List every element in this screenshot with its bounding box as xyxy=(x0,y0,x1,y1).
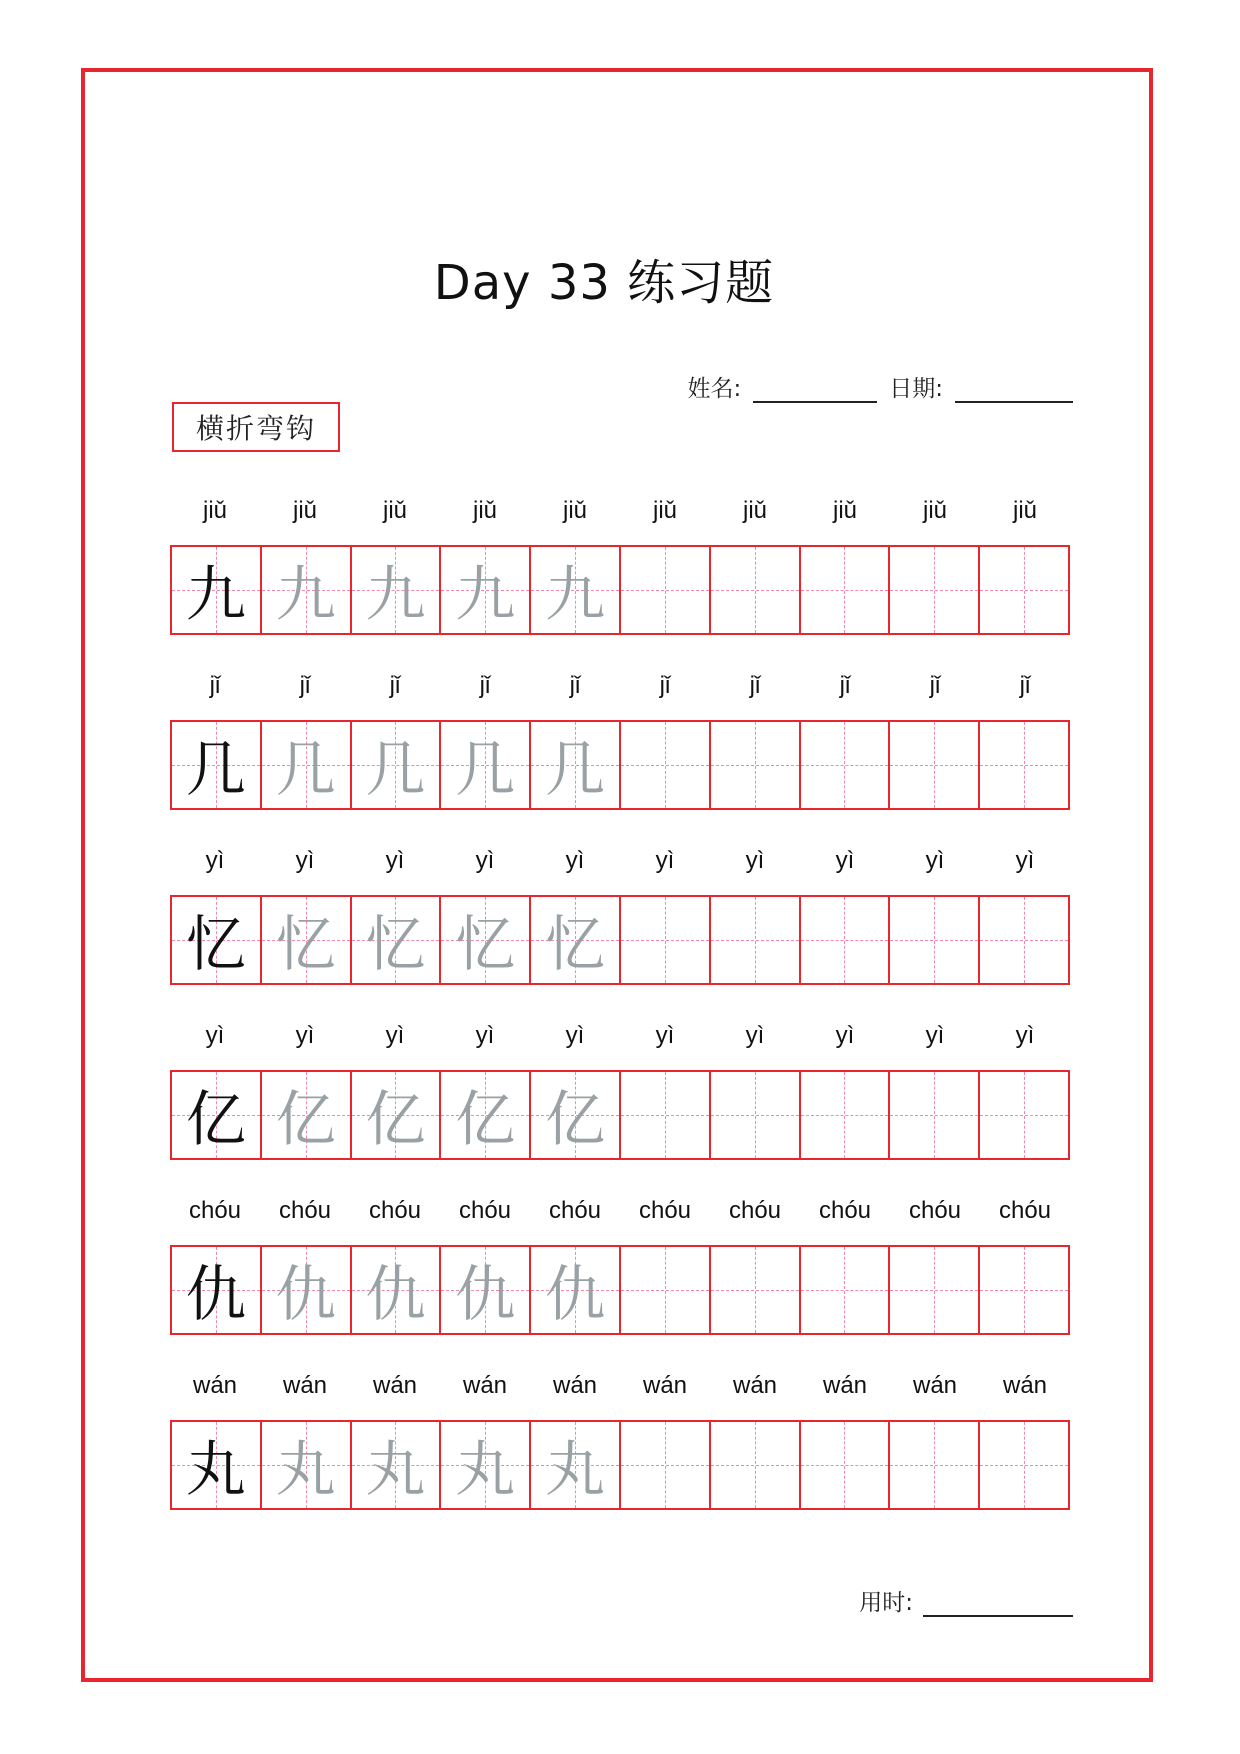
pinyin-label: chóu xyxy=(998,1197,1052,1224)
trace-character: 仇 xyxy=(365,1260,426,1330)
pinyin-label: yì xyxy=(385,1022,405,1049)
trace-character: 丸 xyxy=(275,1435,336,1505)
pinyin-label: yì xyxy=(745,847,765,874)
writing-cell[interactable] xyxy=(531,1245,621,1335)
pinyin-label: yì xyxy=(1015,1022,1035,1049)
pinyin-label: yì xyxy=(475,1022,495,1049)
pinyin-label: yì xyxy=(835,1022,855,1049)
writing-cell[interactable] xyxy=(711,1245,801,1335)
pinyin-label: yì xyxy=(925,847,945,874)
model-character: 九 xyxy=(185,560,246,630)
writing-cell[interactable] xyxy=(441,545,531,635)
writing-cell[interactable] xyxy=(262,720,352,810)
trace-character: 仇 xyxy=(275,1260,336,1330)
trace-character: 九 xyxy=(455,560,516,630)
pinyin-label: yì xyxy=(205,847,225,874)
pinyin-label: jiǔ xyxy=(1012,497,1037,524)
trace-character: 亿 xyxy=(275,1085,336,1155)
name-blank[interactable] xyxy=(753,379,877,403)
writing-cell[interactable] xyxy=(890,545,980,635)
pinyin-row xyxy=(170,1022,1070,1050)
writing-cell[interactable] xyxy=(980,1245,1070,1335)
student-info xyxy=(688,370,1074,403)
pinyin-label: wán xyxy=(552,1372,598,1399)
trace-character: 丸 xyxy=(545,1435,606,1505)
pinyin-label: jǐ xyxy=(929,672,941,699)
writing-cell[interactable] xyxy=(801,895,891,985)
writing-cell[interactable] xyxy=(262,545,352,635)
writing-cell[interactable] xyxy=(531,1420,621,1510)
tianzige-row xyxy=(170,1245,1070,1335)
writing-cell[interactable] xyxy=(890,1420,980,1510)
date-blank[interactable] xyxy=(955,379,1073,403)
trace-character: 忆 xyxy=(275,910,336,980)
tianzige-row xyxy=(170,545,1070,635)
writing-cell[interactable] xyxy=(711,895,801,985)
pinyin-label: yì xyxy=(295,847,315,874)
pinyin-row xyxy=(170,1197,1070,1225)
writing-cell[interactable] xyxy=(531,720,621,810)
pinyin-label: jiǔ xyxy=(652,497,677,524)
writing-cell[interactable] xyxy=(172,545,262,635)
writing-cell[interactable] xyxy=(172,895,262,985)
pinyin-label: wán xyxy=(462,1372,508,1399)
pinyin-label: chóu xyxy=(278,1197,332,1224)
writing-cell[interactable] xyxy=(352,1070,442,1160)
writing-cell[interactable] xyxy=(801,1070,891,1160)
pinyin-label: yì xyxy=(295,1022,315,1049)
pinyin-label: jiǔ xyxy=(292,497,317,524)
writing-cell[interactable] xyxy=(172,1245,262,1335)
trace-character: 亿 xyxy=(455,1085,516,1155)
writing-cell[interactable] xyxy=(441,720,531,810)
pinyin-row xyxy=(170,497,1070,525)
pinyin-label: wán xyxy=(912,1372,958,1399)
pinyin-label: yì xyxy=(1015,847,1035,874)
pinyin-label: jǐ xyxy=(299,672,311,699)
pinyin-label: yì xyxy=(475,847,495,874)
writing-cell[interactable] xyxy=(980,1420,1070,1510)
writing-cell[interactable] xyxy=(711,1070,801,1160)
trace-character: 忆 xyxy=(545,910,606,980)
trace-character: 九 xyxy=(545,560,606,630)
pinyin-label: jiǔ xyxy=(742,497,767,524)
pinyin-label: yì xyxy=(565,1022,585,1049)
pinyin-label: yì xyxy=(655,1022,675,1049)
writing-cell[interactable] xyxy=(441,895,531,985)
pinyin-label: wán xyxy=(1002,1372,1048,1399)
writing-cell[interactable] xyxy=(441,1420,531,1510)
writing-cell[interactable] xyxy=(352,1420,442,1510)
writing-cell[interactable] xyxy=(262,1245,352,1335)
stroke-type-tag: 横折弯钩 xyxy=(172,402,340,452)
pinyin-label: jǐ xyxy=(839,672,851,699)
pinyin-label: yì xyxy=(385,847,405,874)
pinyin-label: yì xyxy=(655,847,675,874)
model-character: 忆 xyxy=(185,910,246,980)
tianzige-row xyxy=(170,1420,1070,1510)
tianzige-row xyxy=(170,1070,1070,1160)
pinyin-label: jiǔ xyxy=(472,497,497,524)
writing-cell[interactable] xyxy=(531,895,621,985)
writing-cell[interactable] xyxy=(890,895,980,985)
tianzige-row xyxy=(170,720,1070,810)
writing-cell[interactable] xyxy=(980,545,1070,635)
writing-cell[interactable] xyxy=(621,895,711,985)
writing-cell[interactable] xyxy=(711,545,801,635)
writing-cell[interactable] xyxy=(621,1420,711,1510)
pinyin-label: chóu xyxy=(458,1197,512,1224)
writing-cell[interactable] xyxy=(352,895,442,985)
writing-cell[interactable] xyxy=(980,720,1070,810)
trace-character: 几 xyxy=(365,735,426,805)
pinyin-label: wán xyxy=(822,1372,868,1399)
writing-cell[interactable] xyxy=(172,1070,262,1160)
trace-character: 九 xyxy=(365,560,426,630)
trace-character: 亿 xyxy=(365,1085,426,1155)
pinyin-label: jǐ xyxy=(1019,672,1031,699)
writing-cell[interactable] xyxy=(262,1420,352,1510)
pinyin-label: jiǔ xyxy=(382,497,407,524)
writing-cell[interactable] xyxy=(801,1245,891,1335)
trace-character: 几 xyxy=(275,735,336,805)
pinyin-row xyxy=(170,1372,1070,1400)
pinyin-label: jǐ xyxy=(209,672,221,699)
pinyin-label: wán xyxy=(372,1372,418,1399)
trace-character: 仇 xyxy=(545,1260,606,1330)
pinyin-label: wán xyxy=(192,1372,238,1399)
pinyin-label: yì xyxy=(925,1022,945,1049)
writing-cell[interactable] xyxy=(621,720,711,810)
pinyin-label: chóu xyxy=(728,1197,782,1224)
trace-character: 丸 xyxy=(455,1435,516,1505)
pinyin-label: wán xyxy=(642,1372,688,1399)
pinyin-label: jǐ xyxy=(569,672,581,699)
writing-cell[interactable] xyxy=(621,545,711,635)
writing-cell[interactable] xyxy=(172,1420,262,1510)
pinyin-label: jiǔ xyxy=(832,497,857,524)
pinyin-row xyxy=(170,672,1070,700)
trace-character: 亿 xyxy=(545,1085,606,1155)
model-character: 丸 xyxy=(185,1435,246,1505)
writing-cell[interactable] xyxy=(801,720,891,810)
trace-character: 九 xyxy=(275,560,336,630)
pinyin-label: chóu xyxy=(818,1197,872,1224)
writing-cell[interactable] xyxy=(890,1245,980,1335)
model-character: 几 xyxy=(185,735,246,805)
pinyin-label: jiǔ xyxy=(922,497,947,524)
trace-character: 几 xyxy=(545,735,606,805)
pinyin-row xyxy=(170,847,1070,875)
writing-cell[interactable] xyxy=(801,545,891,635)
pinyin-label: chóu xyxy=(908,1197,962,1224)
writing-cell[interactable] xyxy=(531,545,621,635)
pinyin-label: jǐ xyxy=(749,672,761,699)
pinyin-label: yì xyxy=(565,847,585,874)
pinyin-label: jǐ xyxy=(389,672,401,699)
writing-cell[interactable] xyxy=(980,895,1070,985)
writing-cell[interactable] xyxy=(711,1420,801,1510)
writing-cell[interactable] xyxy=(352,545,442,635)
pinyin-label: chóu xyxy=(188,1197,242,1224)
time-blank[interactable] xyxy=(923,1593,1073,1617)
pinyin-label: jiǔ xyxy=(562,497,587,524)
writing-cell[interactable] xyxy=(801,1420,891,1510)
tianzige-row xyxy=(170,895,1070,985)
pinyin-label: yì xyxy=(205,1022,225,1049)
pinyin-label: chóu xyxy=(368,1197,422,1224)
pinyin-label: wán xyxy=(282,1372,328,1399)
pinyin-label: wán xyxy=(732,1372,778,1399)
writing-cell[interactable] xyxy=(980,1070,1070,1160)
pinyin-label: jiǔ xyxy=(202,497,227,524)
writing-cell[interactable] xyxy=(890,720,980,810)
model-character: 仇 xyxy=(185,1260,246,1330)
trace-character: 忆 xyxy=(455,910,516,980)
name-label: 姓名: xyxy=(687,376,742,402)
writing-cell[interactable] xyxy=(262,1070,352,1160)
writing-cell[interactable] xyxy=(172,720,262,810)
trace-character: 忆 xyxy=(365,910,426,980)
writing-cell[interactable] xyxy=(441,1070,531,1160)
page-title: Day 33 练习题 xyxy=(433,255,775,311)
writing-cell[interactable] xyxy=(621,1245,711,1335)
writing-cell[interactable] xyxy=(711,720,801,810)
writing-cell[interactable] xyxy=(441,1245,531,1335)
pinyin-label: yì xyxy=(745,1022,765,1049)
writing-cell[interactable] xyxy=(352,1245,442,1335)
time-used xyxy=(859,1584,1073,1617)
writing-cell[interactable] xyxy=(621,1070,711,1160)
trace-character: 丸 xyxy=(365,1435,426,1505)
date-label: 日期: xyxy=(889,376,943,402)
model-character: 亿 xyxy=(185,1085,246,1155)
writing-cell[interactable] xyxy=(352,720,442,810)
trace-character: 几 xyxy=(455,735,516,805)
trace-character: 仇 xyxy=(455,1260,516,1330)
writing-cell[interactable] xyxy=(262,895,352,985)
time-label: 用时: xyxy=(859,1590,913,1616)
pinyin-label: chóu xyxy=(548,1197,602,1224)
writing-cell[interactable] xyxy=(531,1070,621,1160)
pinyin-label: chóu xyxy=(638,1197,692,1224)
pinyin-label: yì xyxy=(835,847,855,874)
pinyin-label: jǐ xyxy=(659,672,671,699)
pinyin-label: jǐ xyxy=(479,672,491,699)
writing-cell[interactable] xyxy=(890,1070,980,1160)
